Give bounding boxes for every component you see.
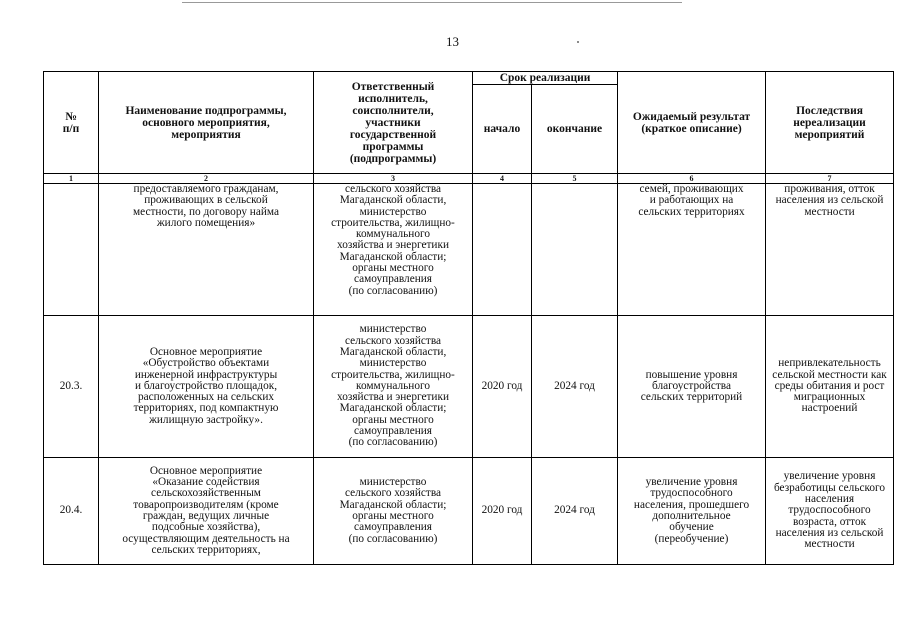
table-row — [44, 458, 894, 565]
column-number: 7 — [766, 174, 894, 184]
header-consequences: Последствия нереализации мероприятий — [766, 72, 894, 174]
header-end: окончание — [532, 85, 618, 174]
row-name: Основное мероприятие «Обустройство объектами инженерной инфраструктуры и благоустройство площадок, расположенных на сельских территориях, под компактную жилищную застройку». — [99, 316, 314, 458]
column-number: 1 — [44, 174, 99, 184]
row-result: увеличение уровня трудоспособного населения, прошедшего дополнительное обучение (переобучение) — [618, 458, 766, 565]
header-responsible: Ответственный исполнитель, соисполнители, участники государственной программы (подпрограммы) — [314, 72, 473, 174]
row-consequences: проживания, отток населения из сельской местности — [766, 184, 894, 316]
table-row — [44, 316, 894, 458]
row-num: 20.3. — [44, 316, 99, 458]
row-start: 2020 год — [473, 316, 532, 458]
row-responsible: сельского хозяйства Магаданской области, министерство строительства, жилищно- коммунального хозяйства и энергетики Магаданской области; органы местного самоуправления (по согласованию) — [314, 184, 473, 316]
header-row-1 — [44, 72, 894, 85]
header-num: № п/п — [44, 72, 99, 174]
row-num: 20.4. — [44, 458, 99, 565]
row-consequences: увеличение уровня безработицы сельского населения трудоспособного возраста, отток населения из сельской местности — [766, 458, 894, 565]
header-period-group: Срок реализации — [473, 72, 618, 85]
column-number: 5 — [532, 174, 618, 184]
page-number: 13 — [446, 34, 459, 49]
row-end: 2024 год — [532, 458, 618, 565]
row-num — [44, 184, 99, 316]
row-end — [532, 184, 618, 316]
row-responsible: министерство сельского хозяйства Магаданской области, министерство строительства, жилищно- коммунального хозяйства и энергетики Магаданской области; органы местного самоуправления (по согласованию) — [314, 316, 473, 458]
row-responsible: министерство сельского хозяйства Магаданской области; органы местного самоуправления (по согласованию) — [314, 458, 473, 565]
header-name: Наименование подпрограммы, основного мероприятия, мероприятия — [99, 72, 314, 174]
row-result: семей, проживающих и работающих на сельских территориях — [618, 184, 766, 316]
header-result: Ожидаемый результат (краткое описание) — [618, 72, 766, 174]
row-end: 2024 год — [532, 316, 618, 458]
column-number: 2 — [99, 174, 314, 184]
program-table — [43, 71, 894, 565]
column-number: 4 — [473, 174, 532, 184]
row-result: повышение уровня благоустройства сельских территорий — [618, 316, 766, 458]
column-number-row — [44, 174, 894, 184]
table-row — [44, 184, 894, 316]
top-rule — [182, 2, 682, 3]
header-start: начало — [473, 85, 532, 174]
row-start: 2020 год — [473, 458, 532, 565]
column-number: 3 — [314, 174, 473, 184]
scan-dot — [577, 41, 579, 43]
row-start — [473, 184, 532, 316]
row-consequences: непривлекательность сельской местности как среды обитания и рост миграционных настроений — [766, 316, 894, 458]
row-name: Основное мероприятие «Оказание содействия сельскохозяйственным товаропроизводителям (кроме граждан, ведущих личные подсобные хозяйства), осуществляющим деятельность на сельских территориях, — [99, 458, 314, 565]
row-name: предоставляемого гражданам, проживающих в сельской местности, по договору найма жилого помещения» — [99, 184, 314, 316]
column-number: 6 — [618, 174, 766, 184]
